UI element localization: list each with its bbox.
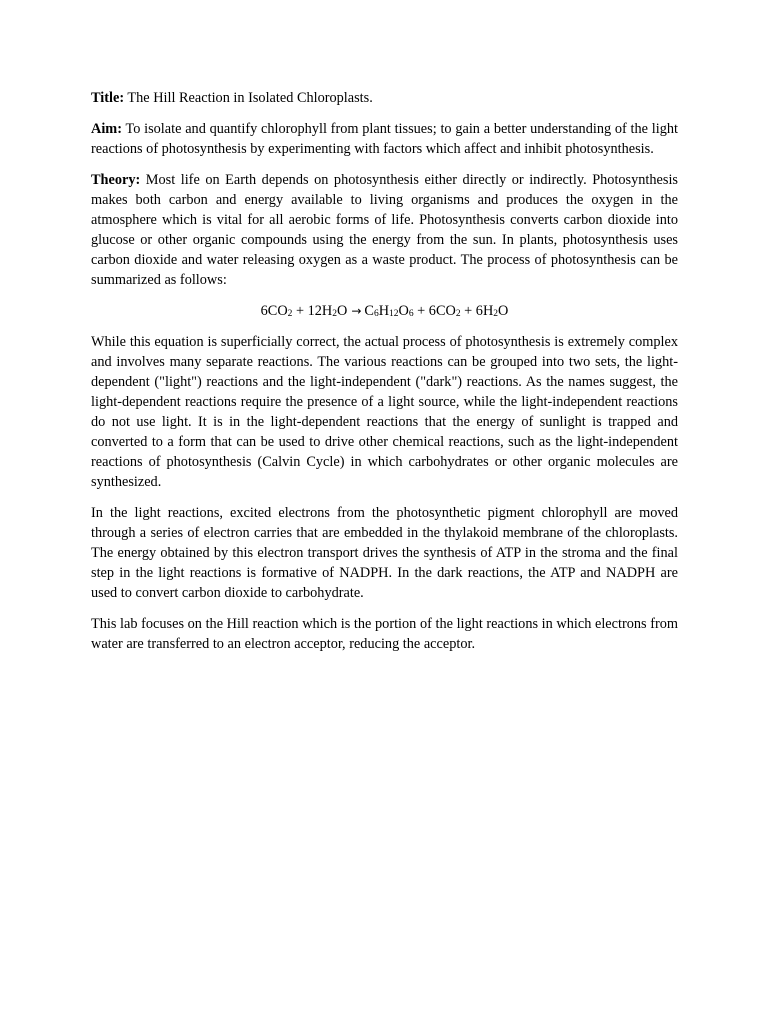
equation-part: H — [378, 303, 390, 319]
aim-label: Aim: — [91, 121, 122, 137]
theory-text: Most life on Earth depends on photosynthesis either directly or indirectly. Photosynthesis makes both carbon and energy available to living organisms and produces the oxygen in the atmosphere which is vital for all aerobic forms of life. Photosynthesis converts carbon dioxide into glucose or other organic compounds using the energy from the sun. In plants, photosynthesis uses carbon dioxide and water releasing oxygen as a waste product. The process of photosynthesis can be summarized as follows: — [91, 172, 678, 288]
body-paragraph: This lab focuses on the Hill reaction which is the portion of the light reactions in which electrons from water are transferred to an electron acceptor, reducing the acceptor. — [91, 616, 678, 652]
equation-part: 6CO — [260, 303, 288, 319]
equation-part: O — [337, 303, 348, 319]
equation-part: + 12H — [292, 303, 333, 319]
theory-label: Theory: — [91, 172, 141, 188]
aim-text: To isolate and quantify chlorophyll from plant tissues; to gain a better understanding of the light reactions of photosynthesis by experimenting with factors which affect and inhibit photosynthesis. — [91, 121, 678, 157]
title-paragraph — [91, 88, 678, 108]
document-page — [91, 88, 678, 665]
body-paragraph: While this equation is superficially correct, the actual process of photosynthesis is extremely complex and involves many separate reactions. The various reactions can be grouped into two sets, the light-dependent ("light") reactions and the light-independent ("dark") reactions. As the names suggest, the light-dependent reactions require the presence of a light source, while the light-independent reactions do not use light. It is in the light-dependent reactions that the energy of sunlight is trapped and converted to a form that can be used to drive other chemical reactions, such as the light-independent reactions of photosynthesis (Calvin Cycle) in which carbohydrates or other organic molecules are synthesized. — [91, 334, 678, 490]
equation-subscript: 2 — [287, 309, 293, 319]
title-label: Title: — [91, 90, 125, 106]
aim-paragraph — [91, 119, 678, 159]
arrow-icon: → — [351, 304, 362, 318]
equation-part: O — [398, 303, 409, 319]
equation-subscript: 2 — [455, 309, 461, 319]
body-paragraph: In the light reactions, excited electrons from the photosynthetic pigment chlorophyll are moved through a series of electron carries that are embedded in the thylakoid membrane of the chloroplasts. The energy obtained by this electron transport drives the synthesis of ATP in the stroma and the final step in the light reactions is formative of NADPH. In the dark reactions, the ATP and NADPH are used to convert carbon dioxide to carbohydrate. — [91, 505, 678, 601]
equation-subscript: 12 — [389, 309, 399, 319]
title-text: The Hill Reaction in Isolated Chloroplasts. — [124, 90, 373, 106]
equation-subscript: 2 — [332, 309, 337, 319]
equation-subscript: 6 — [373, 309, 379, 319]
equation-part: + 6H — [460, 303, 494, 319]
equation-subscript: 2 — [493, 309, 499, 319]
photosynthesis-equation — [91, 301, 678, 321]
equation-part: O — [498, 303, 509, 319]
equation-subscript: 6 — [408, 309, 414, 319]
theory-paragraph — [91, 170, 678, 290]
equation-part: + 6CO — [413, 303, 456, 319]
equation-part: C — [364, 303, 374, 319]
